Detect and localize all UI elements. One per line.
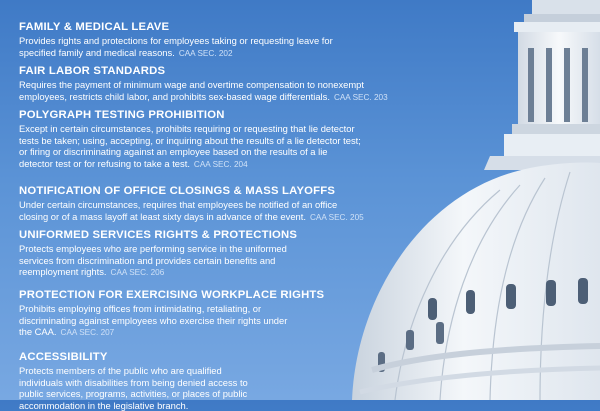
rights-list xyxy=(19,0,399,411)
section-family-medical-leave xyxy=(19,20,333,59)
section-title: POLYGRAPH TESTING PROHIBITION xyxy=(19,109,225,121)
citation: CAA SEC. 206 xyxy=(110,268,165,278)
body-line-last: detector test or for refusing to take a test. CAA SEC. 204 xyxy=(19,157,248,169)
section-workplace-rights xyxy=(19,288,324,339)
body-line: individuals with disabilities from being denied access to xyxy=(19,376,248,388)
section-body xyxy=(19,199,364,223)
body-line-last: reemployment rights. CAA SEC. 206 xyxy=(19,266,165,278)
body-line: services from discrimination and provides certain benefits and xyxy=(19,254,276,266)
section-uniformed-services xyxy=(19,228,297,279)
citation: CAA SEC. 202 xyxy=(178,48,233,58)
section-body xyxy=(19,79,388,103)
citation: CAA SEC. 204 xyxy=(193,159,248,169)
body-line: or firing or discriminating against an employee based on the results of a lie xyxy=(19,146,328,158)
body-line: Prohibits employing offices from intimidating, retaliating, or xyxy=(19,303,262,314)
body-line-last: specified family and medical reasons. CAA SEC. 202 xyxy=(19,46,233,58)
section-title: NOTIFICATION OF OFFICE CLOSINGS & MASS LAYOFFS xyxy=(19,185,336,197)
body-line: public services, programs, activities, or places of public xyxy=(19,388,248,400)
body-line: discriminating against employees who exercise their rights under xyxy=(19,314,288,326)
body-line-last: the CAA. CAA SEC. 207 xyxy=(19,326,115,338)
section-body xyxy=(19,365,248,411)
citation: CAA SEC. 207 xyxy=(60,328,115,338)
section-body xyxy=(19,243,297,279)
section-title: FAMILY & MEDICAL LEAVE xyxy=(19,21,170,33)
body-line: Requires the payment of minimum wage and overtime compensation to nonexempt xyxy=(19,79,364,90)
body-line: Provides rights and protections for employees taking or requesting leave for xyxy=(19,35,333,46)
section-body xyxy=(19,303,324,339)
section-title: ACCESSIBILITY xyxy=(19,351,108,363)
body-line: Protects members of the public who are qualified xyxy=(19,365,222,376)
section-accessibility xyxy=(19,350,248,411)
section-title: FAIR LABOR STANDARDS xyxy=(19,65,166,77)
section-title: UNIFORMED SERVICES RIGHTS & PROTECTIONS xyxy=(19,229,298,241)
section-body xyxy=(19,123,361,170)
body-line-last: employees, restricts child labor, and prohibits sex-based wage differentials. CAA SEC. 203 xyxy=(19,90,388,102)
body-line: Protects employees who are performing service in the uniformed xyxy=(19,243,287,254)
body-line: tests be taken; using, accepting, or inquiring about the results of a lie detector test; xyxy=(19,134,361,146)
citation: CAA SEC. 203 xyxy=(333,92,388,102)
section-fair-labor-standards xyxy=(19,64,388,103)
body-line: Under certain circumstances, requires that employees be notified of an office xyxy=(19,199,338,210)
body-line: Except in certain circumstances, prohibits requiring or requesting that lie detector xyxy=(19,123,355,134)
citation: CAA SEC. 205 xyxy=(309,212,364,222)
section-body xyxy=(19,35,333,59)
body-line-last: closing or of a mass layoff at least sixty days in advance of the event. CAA SEC. 205 xyxy=(19,210,364,222)
section-polygraph-testing xyxy=(19,108,361,170)
section-office-closings xyxy=(19,184,364,223)
body-line: accommodation in the legislative branch. xyxy=(19,399,189,411)
section-title: PROTECTION FOR EXERCISING WORKPLACE RIGHTS xyxy=(19,289,325,301)
